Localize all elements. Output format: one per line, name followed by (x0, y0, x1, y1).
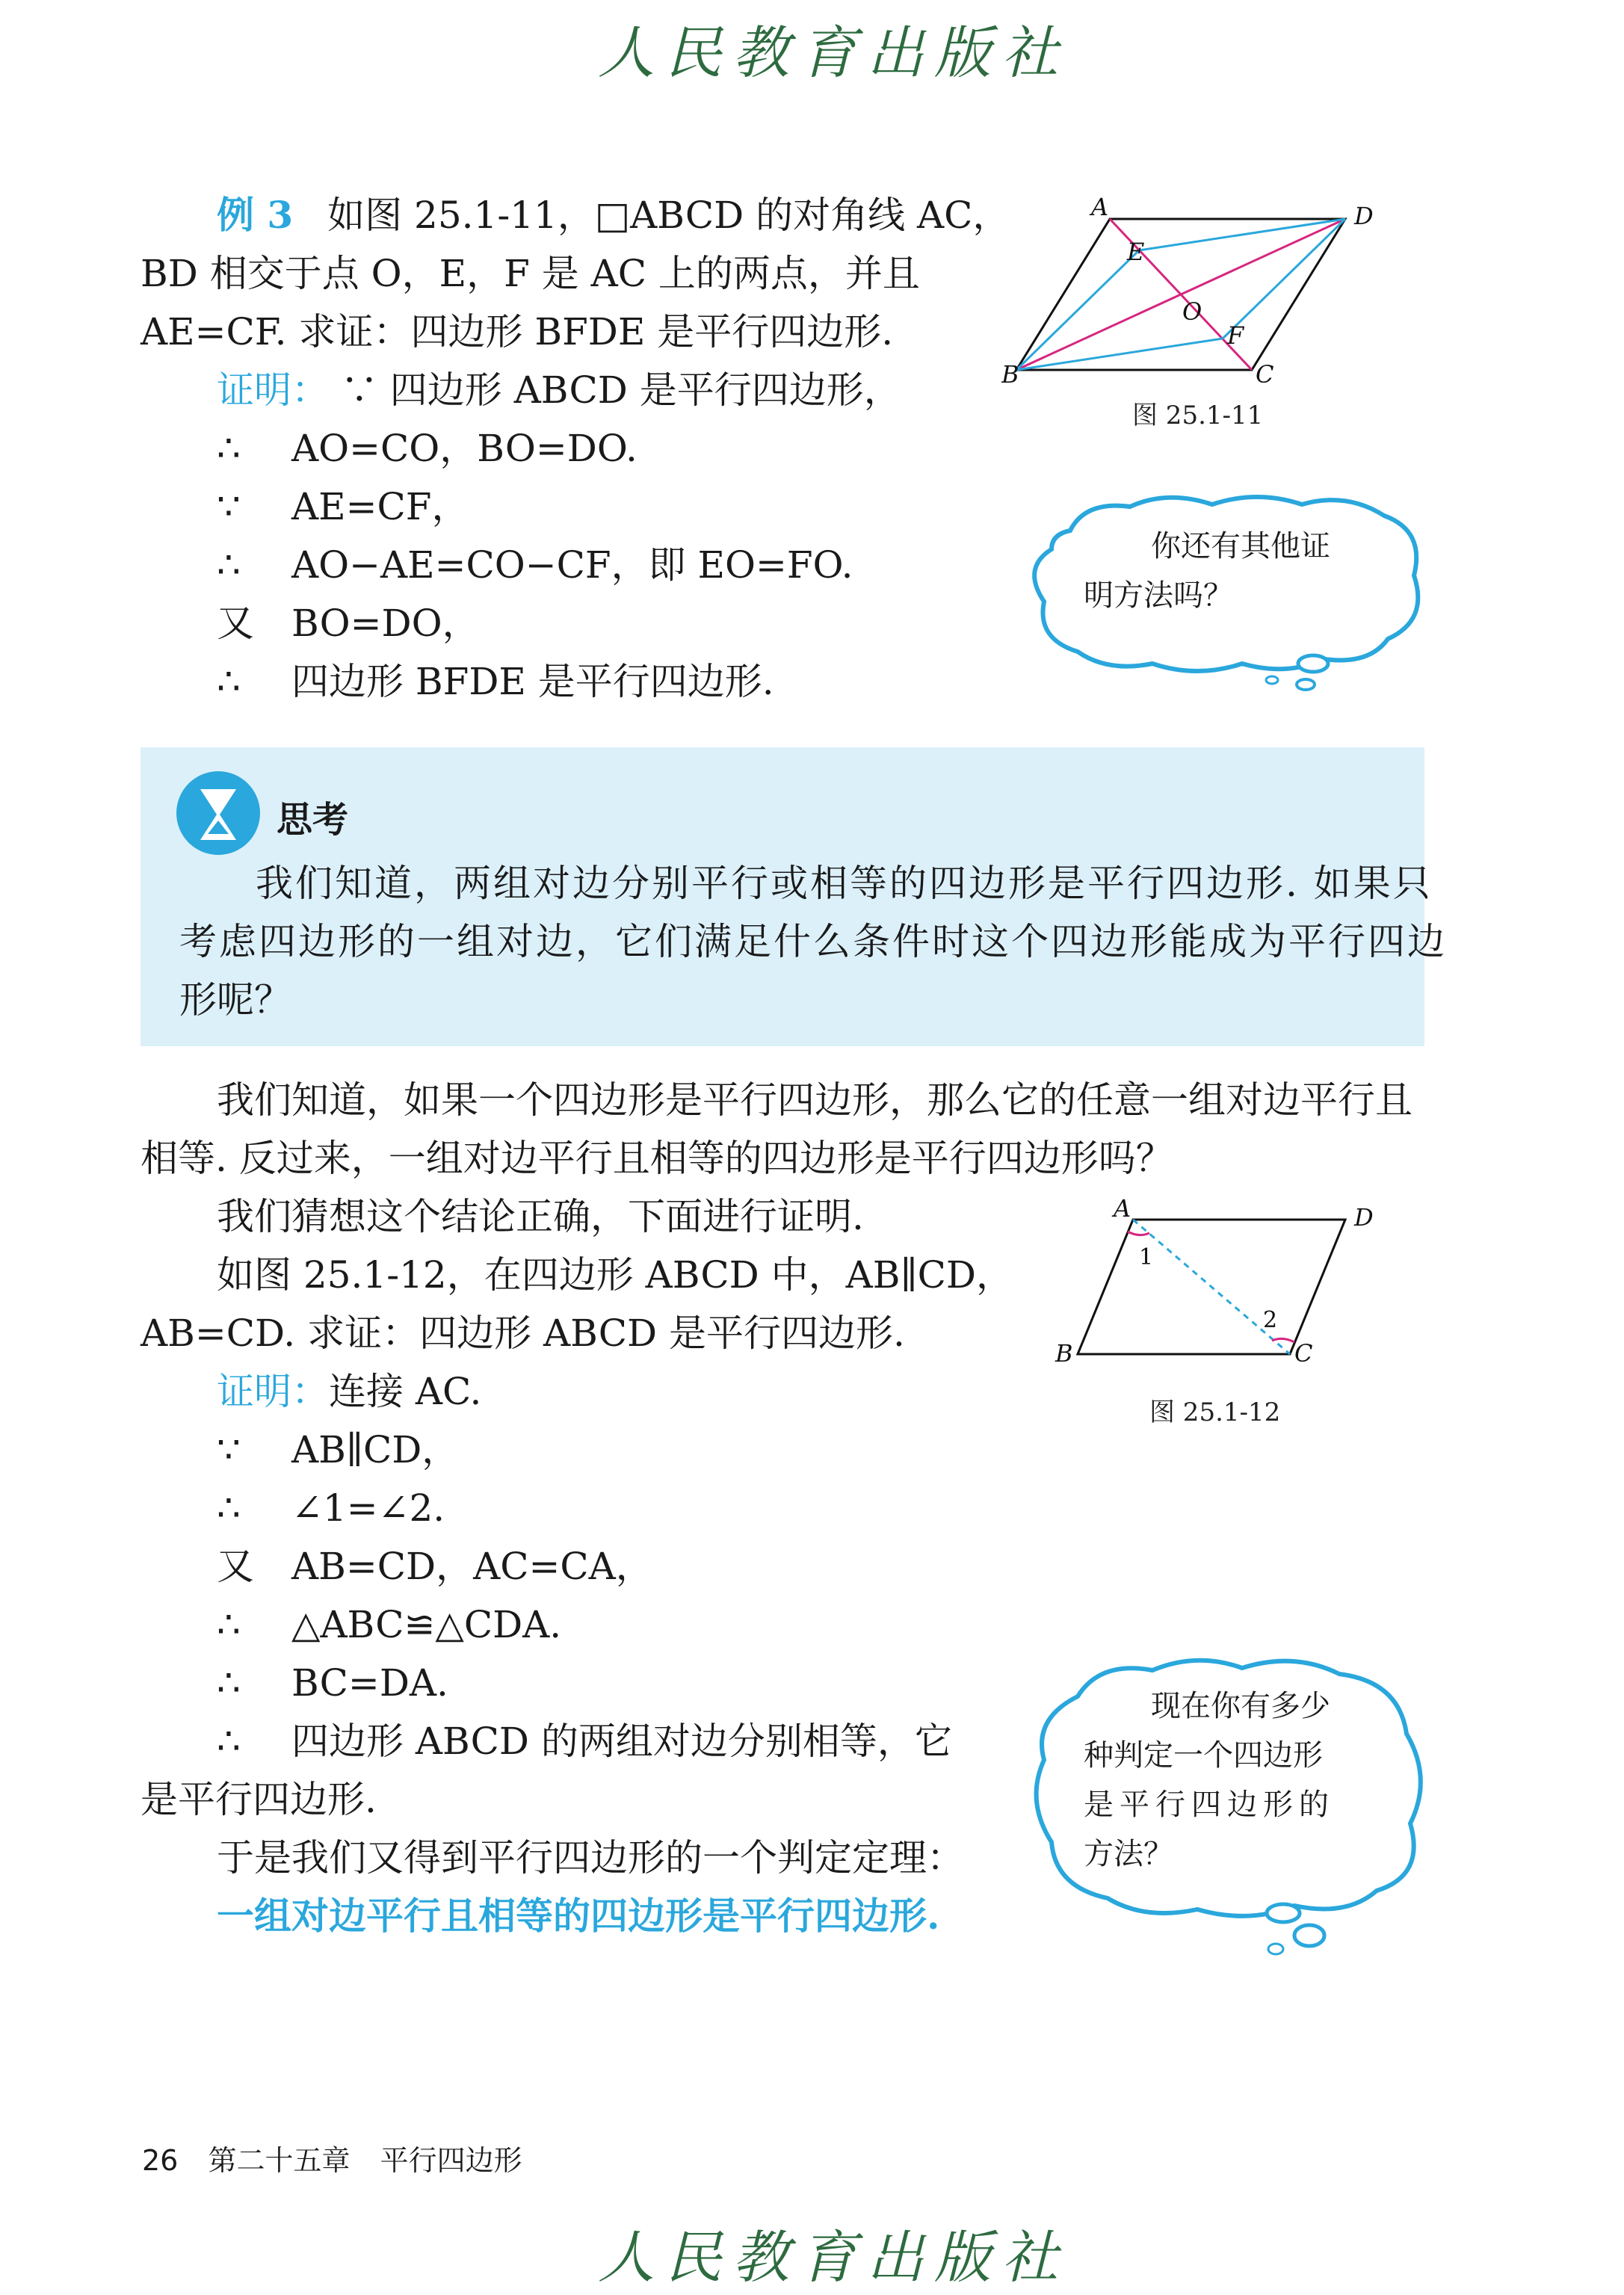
segment-df (1223, 219, 1345, 339)
proof-step: ∴ 四边形 BFDE 是平行四边形. (217, 660, 774, 703)
example-proof-steps (217, 426, 853, 717)
body-para3-line-2: AB=CD. 求证：四边形 ABCD 是平行四边形. (141, 1312, 905, 1355)
diagonal-ac-dashed (1133, 1220, 1290, 1354)
proof-step: ∴ ∠1=∠2. (217, 1486, 445, 1530)
body-proof-end: 是平行四边形. (141, 1778, 377, 1821)
example-proof-first: 证明： ∵ 四边形 ABCD 是平行四边形， (217, 368, 901, 412)
chapter-label: 第二十五章 (208, 2144, 351, 2177)
point-b-label: B (1055, 1339, 1073, 1368)
figure-2-caption: 图 25.1-12 (1149, 1397, 1281, 1427)
body-proof-steps (217, 1427, 952, 1777)
proof-step: ∴ AO−AE=CO−CF，即 EO=FO. (217, 543, 853, 587)
bubble-2-line-2: 种判定一个四边形 (1084, 1738, 1323, 1773)
proof-step: ∴ BC=DA. (217, 1661, 448, 1705)
think-line-3: 形呢？ (179, 978, 291, 1022)
segment-be (1016, 250, 1139, 370)
proof-label: 证明： (217, 1370, 329, 1413)
point-a-label: A (1091, 193, 1109, 221)
proof-label: 证明： (217, 368, 329, 412)
bubble-2-line-1: 现在你有多少 (1151, 1689, 1330, 1723)
bubble-2-line-4: 方法？ (1084, 1837, 1173, 1871)
page-number: 26 (142, 2144, 179, 2177)
think-box (141, 747, 1447, 1046)
angle-2-label: 2 (1263, 1307, 1278, 1333)
body-theorem: 一组对边平行且相等的四边形是平行四边形. (217, 1894, 940, 1938)
think-line-1: 我们知道，两组对边分别平行或相等的四边形是平行四边形. 如果只 (256, 862, 1433, 905)
segment-fb (1016, 339, 1223, 370)
proof-step: ∴ AO=CO，BO=DO. (217, 427, 637, 470)
point-f-label: F (1227, 321, 1244, 350)
point-e-label: E (1127, 238, 1145, 266)
page-footer (142, 2137, 522, 2178)
body-proof-first: 证明：连接 AC. (217, 1370, 482, 1413)
body-para3-line-1: 如图 25.1-12，在四边形 ABCD 中，AB∥CD， (217, 1253, 1013, 1297)
angle-1-label: 1 (1139, 1244, 1154, 1270)
point-a-label: A (1114, 1194, 1131, 1223)
publisher-footer: 人民教育出版社 (598, 2224, 1069, 2291)
example-line-3: AE=CF. 求证：四边形 BFDE 是平行四边形. (141, 310, 894, 353)
proof-step: ∵ AE=CF， (217, 485, 469, 528)
example-label: 例 3 (217, 193, 294, 237)
diagonal-bd (1016, 219, 1345, 370)
proof-step: 又 BO=DO， (217, 602, 480, 645)
bubble-1-line-1: 你还有其他证 (1151, 529, 1330, 563)
angle-2-arc (1272, 1338, 1294, 1342)
figure-25-1-12 (1046, 1188, 1375, 1383)
think-line-2: 考虑四边形的一组对边，它们满足什么条件时这个四边形能成为平行四边 (179, 920, 1447, 963)
segment-ed (1139, 219, 1345, 250)
publisher-header: 人民教育出版社 (598, 19, 1069, 86)
point-d-label: D (1354, 202, 1374, 230)
point-b-label: B (1001, 360, 1019, 389)
bubble-1-line-2: 明方法吗？ (1084, 578, 1233, 613)
figure-1-caption: 图 25.1-11 (1132, 401, 1264, 430)
point-c-label: C (1256, 360, 1274, 389)
think-title: 思考 (277, 799, 349, 841)
chapter-title: 平行四边形 (380, 2144, 522, 2177)
proof-step: ∴ 四边形 ABCD 的两组对边分别相等，它 (217, 1720, 952, 1763)
proof-step: ∴ △ABC≌△CDA. (217, 1603, 562, 1646)
body-para1-line-2: 相等. 反过来，一组对边平行且相等的四边形是平行四边形吗？ (141, 1137, 1173, 1180)
example-line-2: BD 相交于点 O，E，F 是 AC 上的两点，并且 (141, 252, 920, 295)
body-para1-line-1: 我们知道，如果一个四边形是平行四边形，那么它的任意一组对边平行且 (217, 1078, 1412, 1122)
point-o-label: O (1182, 297, 1202, 326)
point-d-label: D (1354, 1203, 1374, 1232)
bubble-2-line-3: 是平行四边形的 (1084, 1788, 1335, 1822)
angle-1-arc (1128, 1232, 1149, 1235)
point-c-label: C (1294, 1339, 1313, 1368)
example-line-1: 例 3 如图 25.1-11，□ABCD 的对角线 AC， (217, 193, 1010, 237)
hourglass-icon (173, 768, 263, 858)
proof-step: ∵ AB∥CD， (217, 1428, 460, 1471)
proof-step: 又 AB=CD，AC=CA， (217, 1545, 653, 1588)
body-conclusion-intro: 于是我们又得到平行四边形的一个判定定理： (217, 1836, 964, 1879)
body-para2: 我们猜想这个结论正确，下面进行证明. (217, 1195, 864, 1238)
